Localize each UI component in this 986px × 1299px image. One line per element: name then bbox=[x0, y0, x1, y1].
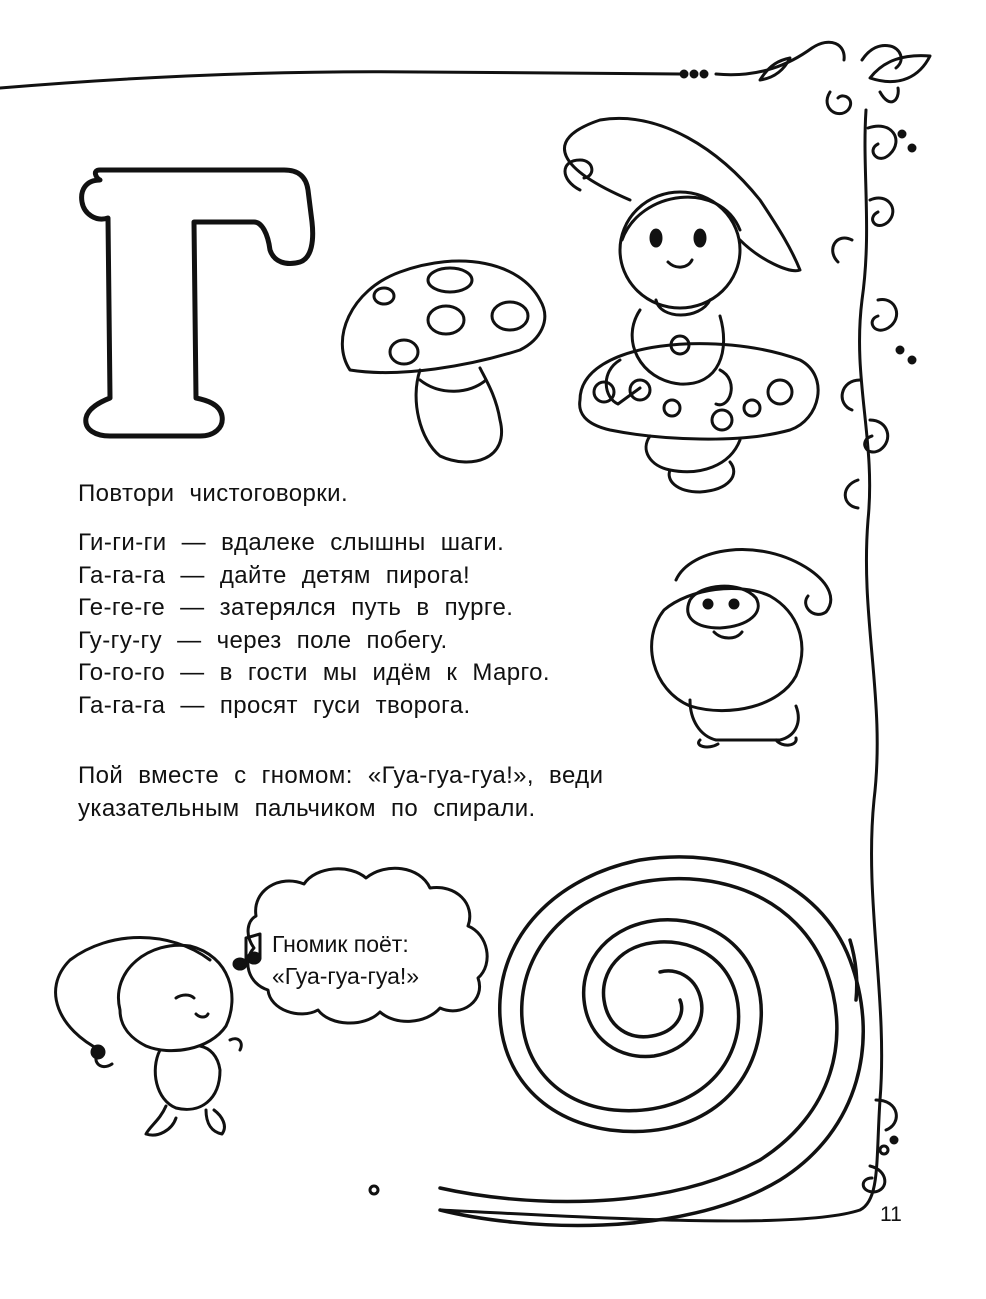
bearded-gnome bbox=[652, 550, 831, 747]
tongue-twister-line: Го-го-го — в гости мы идём к Марго. bbox=[78, 659, 550, 686]
tongue-twisters bbox=[78, 527, 550, 722]
tongue-twister-line: Ге-ге-ге — затерялся путь в пурге. bbox=[78, 594, 514, 621]
task-text: Пой вместе с гномом: «Гуа-гуа-гуа!», веди указательным пальчиком по спирали. bbox=[78, 762, 604, 822]
spiral bbox=[440, 857, 863, 1226]
mushroom-illustration bbox=[342, 261, 544, 462]
tongue-twister-line: Гу-гу-гу — через поле побегу. bbox=[78, 626, 448, 654]
singing-gnome bbox=[56, 938, 242, 1136]
tongue-twister-line: Га-га-га — дайте детям пирога! bbox=[78, 561, 471, 589]
tongue-twister-line: Ги-ги-ги — вдалеке слышны шаги. bbox=[78, 529, 505, 556]
tongue-twister-line: Га-га-га — просят гуси творога. bbox=[78, 691, 471, 719]
bubble-text bbox=[272, 928, 419, 992]
instruction: Повтори чистоговорки. bbox=[78, 480, 349, 507]
gnome-girl-on-mushroom bbox=[564, 118, 818, 492]
page-number: 11 bbox=[880, 1203, 902, 1226]
letter-g-outline bbox=[82, 170, 313, 436]
bubble-line-1: Гномик поёт: bbox=[272, 931, 409, 957]
bubble-line-2: «Гуа-гуа-гуа!» bbox=[272, 963, 420, 989]
